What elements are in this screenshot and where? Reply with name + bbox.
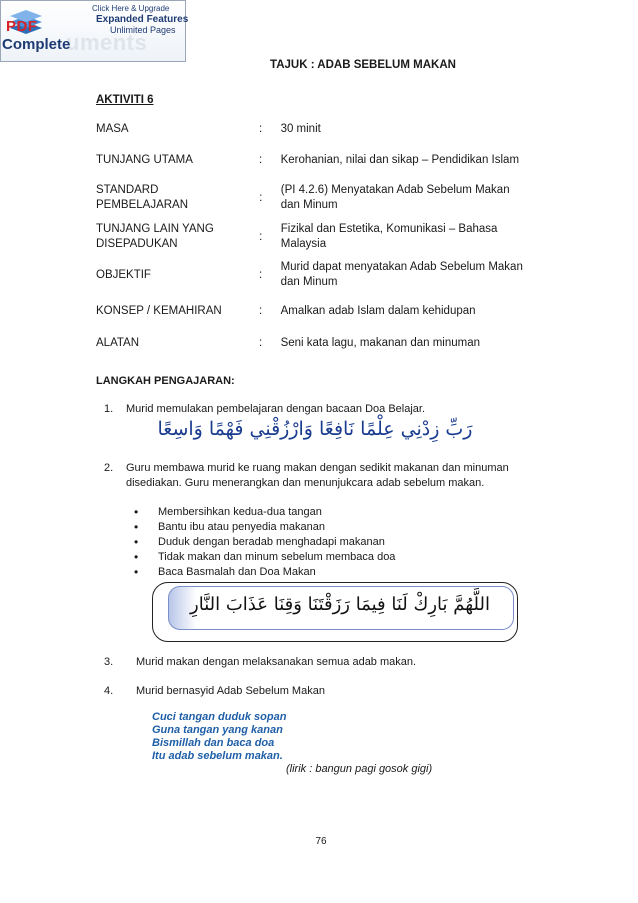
banner-pages-text: Unlimited Pages (110, 25, 176, 35)
page-number: 76 (315, 836, 327, 847)
lyric-credit: (lirik : bangun pagi gosok gigi) (286, 763, 433, 775)
info-label: TUNJANG UTAMA (96, 153, 193, 166)
list-item (134, 564, 395, 579)
nasyid-lyrics (152, 711, 286, 763)
info-label: STANDARD PEMBELAJARAN (96, 184, 189, 211)
info-separator: : (258, 305, 263, 317)
info-value: 30 minit (280, 122, 321, 135)
info-separator: : (258, 269, 263, 281)
step-4-text: Murid bernasyid Adab Sebelum Makan (136, 685, 325, 697)
step-1-text: Murid memulakan pembelajaran dengan bacaan Doa Belajar. (126, 403, 426, 415)
info-row-masa (96, 116, 526, 142)
info-label: KONSEP / KEMAHIRAN (96, 304, 222, 317)
info-separator: : (258, 154, 263, 166)
info-value: Seni kata lagu, makanan dan minuman (280, 336, 481, 349)
bullet-icon: • (134, 504, 139, 519)
lyric-line: Cuci tangan duduk sopan (152, 711, 287, 723)
info-separator: : (258, 337, 263, 349)
doa-belajar-arabic: رَبِّ زِدْنِي عِلْمًا نَافِعًا وَارْزُقْنِي فَهْمًا وَاسِعًا (157, 418, 473, 440)
list-item (134, 504, 395, 519)
list-item (134, 534, 395, 549)
page-title: TAJUK : ADAB SEBELUM MAKAN (270, 59, 456, 71)
bullet-text: Membersihkan kedua-dua tangan (158, 505, 322, 518)
info-separator: : (259, 192, 263, 204)
info-value: Murid dapat menyatakan Adab Sebelum Makan dan Minum (280, 261, 523, 288)
info-label: OBJEKTIF (96, 268, 151, 281)
lesson-info-table (96, 116, 526, 358)
lyric-line: Guna tangan yang kanan (152, 724, 283, 736)
banner-watermark: uments (66, 30, 148, 55)
info-row-objektif (96, 256, 526, 294)
info-label: ALATAN (96, 336, 140, 349)
step-2-text: Guru membawa murid ke ruang makan dengan sedikit makanan dan minuman disediakan. Guru menerangkan dan menunjukcara adab sebelum makan. (126, 462, 509, 489)
step-3-number: 3. (104, 656, 114, 668)
bullet-icon: • (134, 564, 139, 579)
list-item (134, 549, 395, 564)
banner-upgrade-link[interactable]: Click Here & Upgrade (92, 4, 170, 13)
bullet-text: Baca Basmalah dan Doa Makan (158, 565, 316, 578)
info-row-standard (96, 178, 526, 218)
bullet-icon: • (134, 519, 139, 534)
info-label: MASA (96, 122, 129, 135)
info-label: TUNJANG LAIN YANG DISEPADUKAN (96, 223, 214, 250)
activity-heading: AKTIVITI 6 (96, 94, 154, 106)
banner-pdf-label: PDF (6, 18, 38, 35)
lyric-line: Itu adab sebelum makan. (152, 750, 283, 762)
bullet-icon: • (134, 549, 139, 564)
info-value: Amalkan adab Islam dalam kehidupan (280, 304, 476, 317)
info-row-konsep (96, 294, 526, 328)
info-separator: : (258, 123, 263, 135)
langkah-heading: LANGKAH PENGAJARAN: (96, 375, 235, 387)
info-row-tunjang-utama (96, 142, 526, 178)
step-2-number: 2. (104, 462, 114, 474)
doa-makan-arabic: اللَّهُمَّ بَارِكْ لَنَا فِيمَا رَزَقْتَنَا وَقِنَا عَذَابَ النَّارِ (190, 594, 490, 615)
info-row-alatan (96, 328, 526, 358)
lyric-line: Bismillah dan baca doa (152, 737, 275, 749)
info-value: Fizikal dan Estetika, Komunikasi – Bahasa Malaysia (280, 223, 498, 250)
banner-features-text: Expanded Features (96, 14, 189, 25)
bullet-text: Duduk dengan beradab menghadapi makanan (158, 535, 385, 548)
step-4-number: 4. (104, 685, 114, 697)
bullet-icon: • (134, 534, 139, 549)
banner-complete-label: Complete (2, 36, 71, 53)
adab-bullet-list (134, 504, 395, 579)
info-separator: : (259, 231, 263, 243)
step-3-text: Murid makan dengan melaksanakan semua adab makan. (136, 656, 417, 668)
bullet-text: Tidak makan dan minum sebelum membaca doa (158, 550, 396, 563)
info-value: Kerohanian, nilai dan sikap – Pendidikan Islam (280, 153, 520, 166)
bullet-text: Bantu ibu atau penyedia makanan (158, 520, 325, 533)
step-1-number: 1. (104, 403, 114, 415)
info-value: (PI 4.2.6) Menyatakan Adab Sebelum Makan dan Minum (280, 184, 510, 211)
list-item (134, 519, 395, 534)
info-row-tunjang-lain (96, 218, 526, 256)
